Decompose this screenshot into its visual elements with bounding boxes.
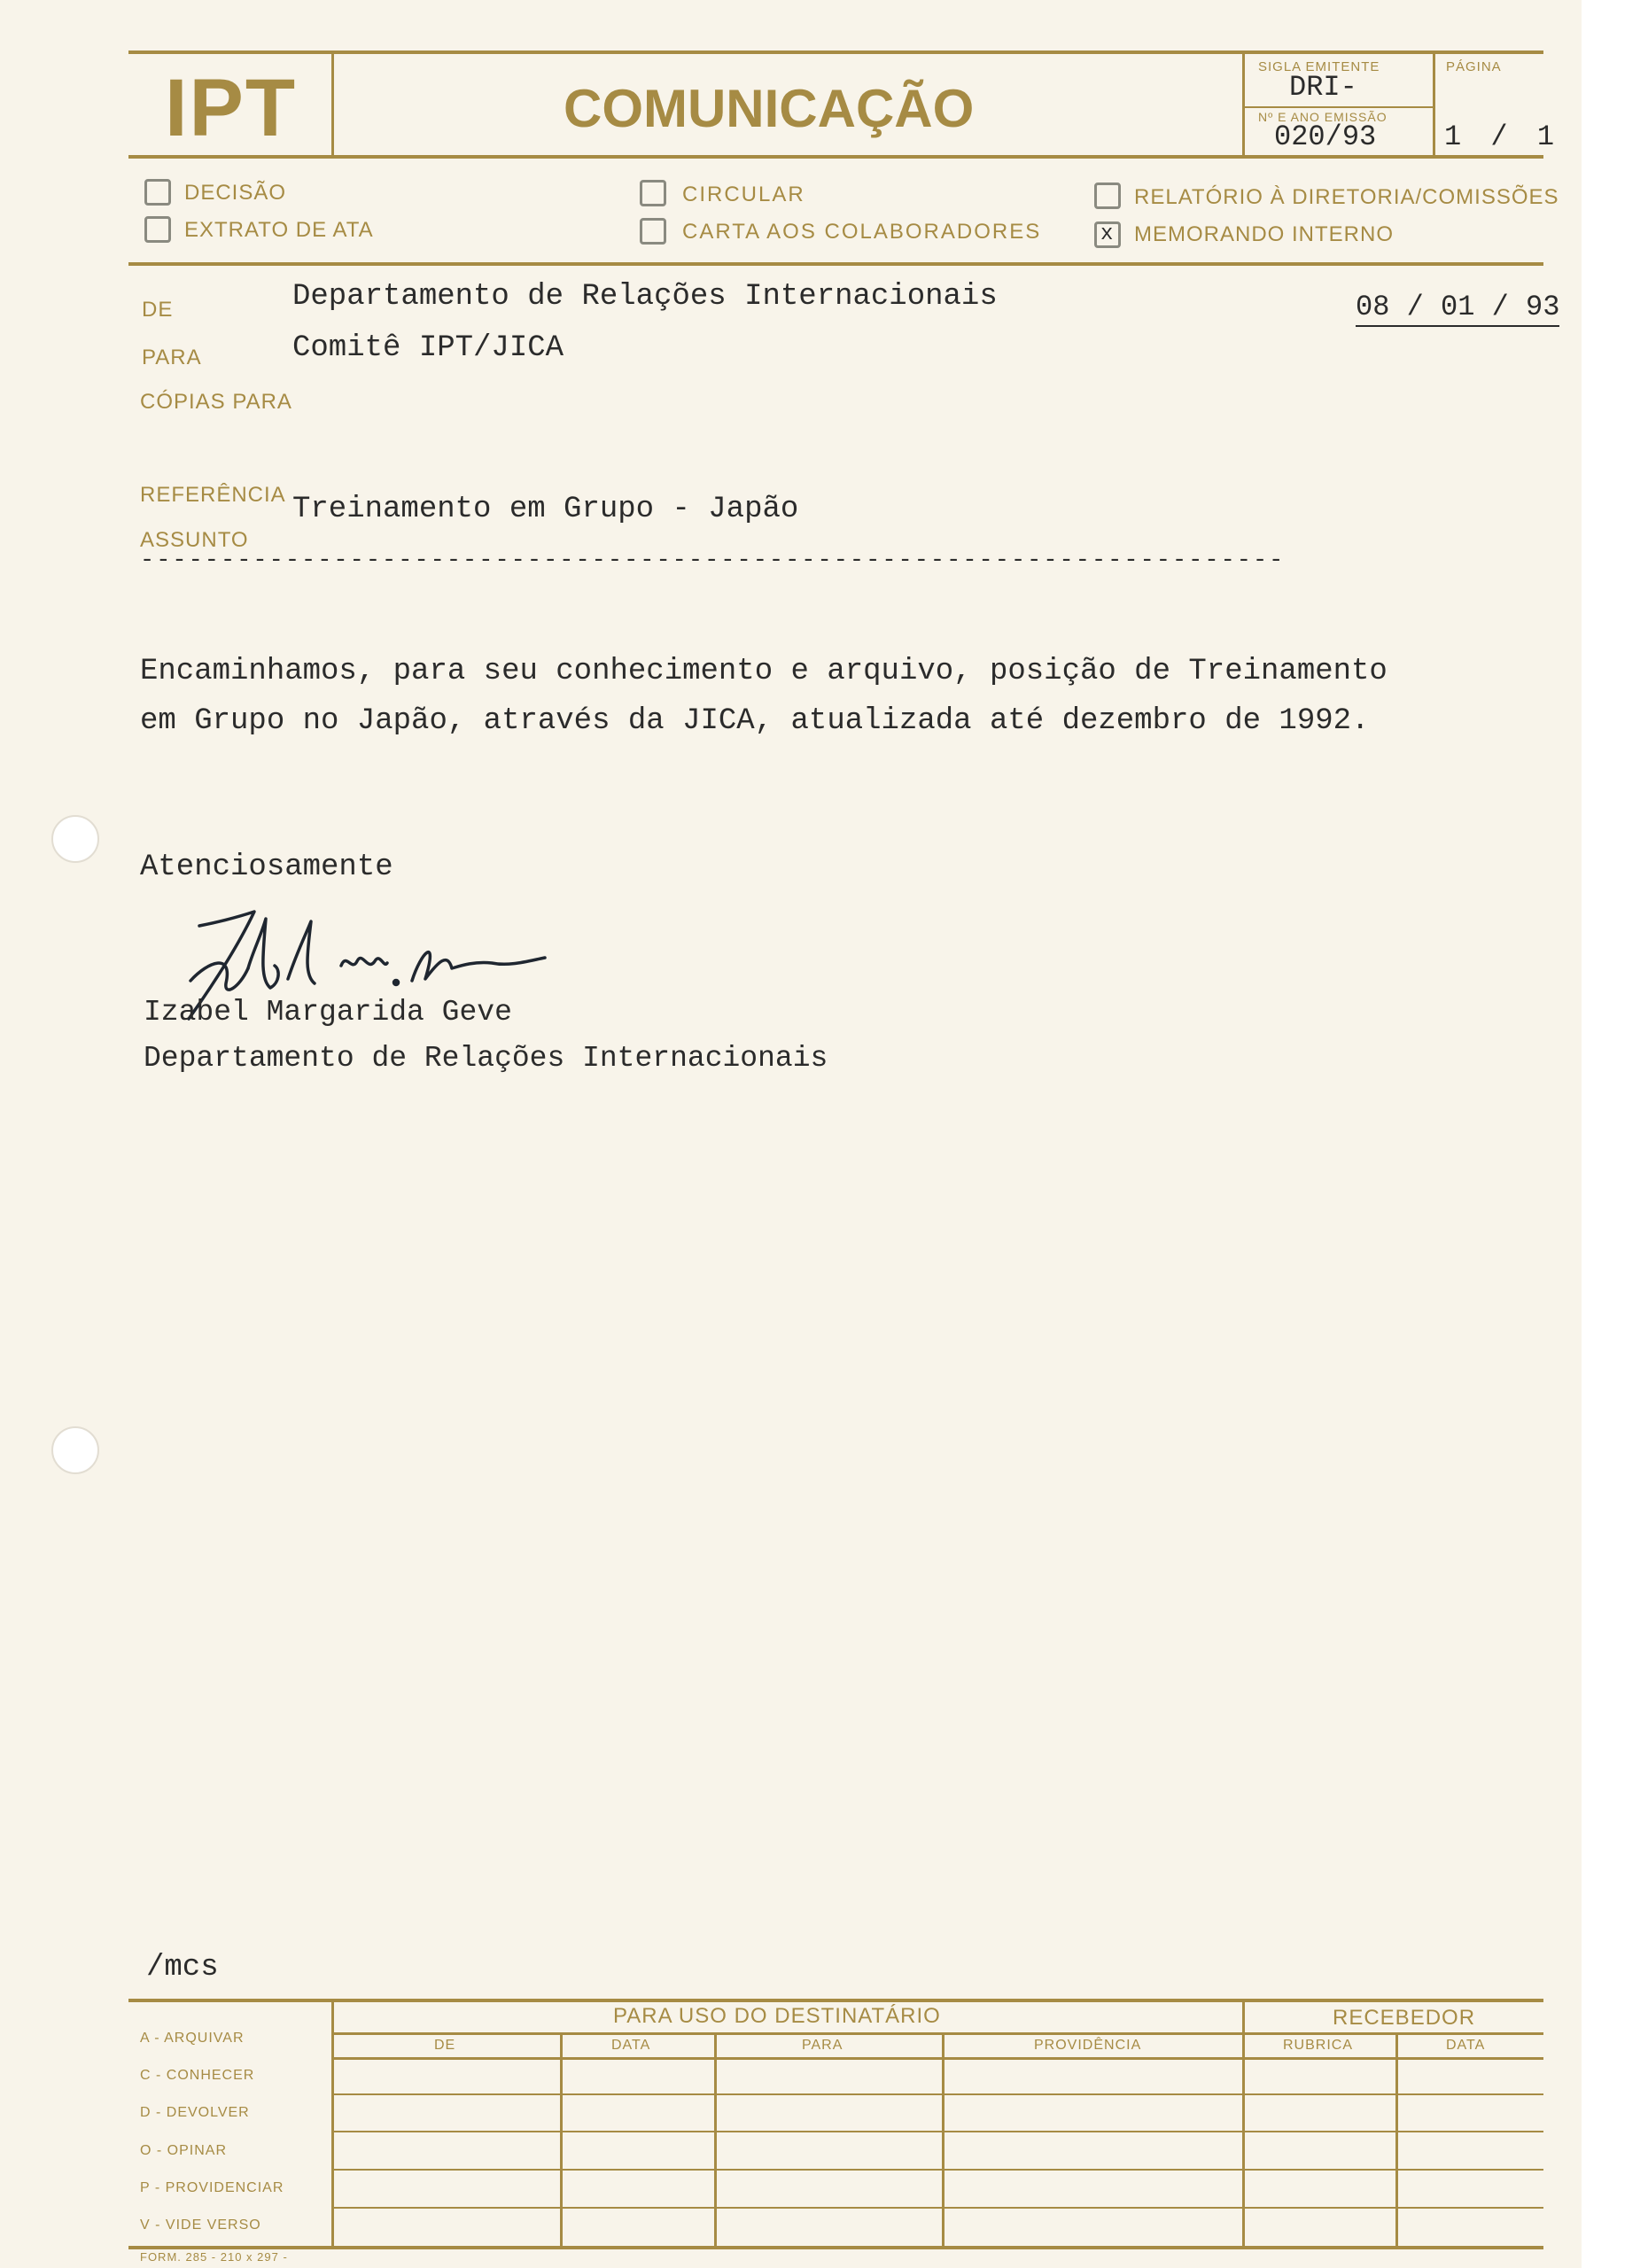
footer-col-divider-1 — [560, 2032, 563, 2248]
form-code: FORM. 285 - 210 x 297 - — [140, 2250, 288, 2264]
sigla-value: DRI- — [1289, 71, 1357, 104]
footer-col-de: DE — [434, 2038, 456, 2053]
checkbox-circular-label: CIRCULAR — [682, 183, 805, 206]
typist-initials: /mcs — [146, 1951, 219, 1984]
footer-col-para: PARA — [802, 2038, 843, 2053]
scan-margin — [1582, 0, 1648, 2268]
para-label: PARA — [142, 346, 202, 369]
copias-label: CÓPIAS PARA — [140, 390, 292, 414]
signer-name: Izabel Margarida Geve — [144, 996, 512, 1029]
legend-devolver: D - DEVOLVER — [140, 2105, 250, 2120]
footer-col-rubrica: RUBRICA — [1283, 2038, 1354, 2053]
footer-header-rule — [331, 2057, 1543, 2060]
footer-col-divider-4 — [1395, 2032, 1398, 2248]
assunto-label: ASSUNTO — [140, 528, 249, 552]
checkbox-memorando-interno-label: MEMORANDO INTERNO — [1134, 222, 1394, 246]
ipt-logo: IPT — [165, 63, 298, 153]
para-value: Comitê IPT/JICA — [292, 331, 564, 365]
footer-row-rule-1 — [331, 2093, 1543, 2095]
checkbox-relatorio-diretoria[interactable] — [1094, 183, 1121, 209]
punch-hole-bottom — [51, 1426, 99, 1474]
footer-group-rule — [331, 2032, 1543, 2035]
footer-group-title-recebedor: RECEBEDOR — [1333, 2006, 1476, 2030]
checkbox-extrato-de-ata[interactable] — [144, 216, 171, 243]
footer-col-divider-2 — [714, 2032, 717, 2248]
legend-providenciar: P - PROVIDENCIAR — [140, 2180, 284, 2195]
footer-group-divider — [1242, 1999, 1245, 2249]
numero-value: 020/93 — [1274, 120, 1377, 153]
legend-conhecer: C - CONHECER — [140, 2068, 255, 2083]
de-label: DE — [142, 298, 174, 322]
checkbox-x-mark: x — [1100, 222, 1114, 246]
closing: Atenciosamente — [140, 850, 393, 884]
punch-hole-top — [51, 815, 99, 863]
checkbox-memorando-interno[interactable] — [1094, 221, 1121, 248]
referencia-label: REFERÊNCIA — [140, 483, 286, 507]
checkbox-circular[interactable] — [640, 180, 666, 206]
legend-arquivar: A - ARQUIVAR — [140, 2031, 245, 2046]
legend-opinar: O - OPINAR — [140, 2143, 228, 2158]
footer-group-title-destinatario: PARA USO DO DESTINATÁRIO — [613, 2004, 941, 2028]
footer-legend-divider — [331, 1999, 334, 2249]
de-value: Departamento de Relações Internacionais — [292, 280, 998, 314]
footer-col-data-recebedor: DATA — [1446, 2038, 1486, 2053]
header-sigla-rule — [1242, 106, 1433, 108]
legend-vide-verso: V - VIDE VERSO — [140, 2218, 261, 2233]
checkbox-section-rule — [128, 262, 1543, 266]
assunto-value: Treinamento em Grupo - Japão — [292, 493, 799, 526]
checkbox-extrato-de-ata-label: EXTRATO DE ATA — [184, 218, 374, 242]
separator-dashes: ----------------------------------------------------------------------- — [140, 548, 1286, 574]
footer-col-divider-3 — [942, 2032, 944, 2248]
numero-label: Nº E ANO EMISSÃO — [1258, 110, 1388, 124]
footer-top-rule — [128, 1999, 1543, 2002]
footer-row-rule-4 — [331, 2207, 1543, 2209]
footer-col-providencia: PROVIDÊNCIA — [1034, 2038, 1142, 2053]
footer-col-data: DATA — [611, 2038, 651, 2053]
header-top-rule — [128, 50, 1543, 54]
header-bottom-rule — [128, 155, 1543, 159]
sigla-label: SIGLA EMITENTE — [1258, 59, 1380, 74]
date-value: 08 / 01 / 93 — [1356, 291, 1559, 327]
checkbox-relatorio-diretoria-label: RELATÓRIO À DIRETORIA/COMISSÕES — [1134, 185, 1559, 209]
body-line-1: Encaminhamos, para seu conhecimento e arquivo, posição de Treinamento — [140, 655, 1388, 688]
footer-bottom-rule — [128, 2246, 1543, 2249]
footer-row-rule-3 — [331, 2169, 1543, 2171]
header-divider-pagina — [1433, 50, 1435, 157]
footer-row-rule-2 — [331, 2131, 1543, 2132]
pagina-label: PÁGINA — [1446, 59, 1502, 74]
signer-department: Departamento de Relações Internacionais — [144, 1042, 828, 1075]
checkbox-decisao[interactable] — [144, 179, 171, 206]
body-line-2: em Grupo no Japão, através da JICA, atualizada até dezembro de 1992. — [140, 704, 1370, 738]
pagina-value: 1 / 1 — [1444, 120, 1555, 153]
header-divider-sigla — [1242, 50, 1245, 157]
checkbox-carta-aos-colaboradores[interactable] — [640, 218, 666, 245]
header-divider-logo — [331, 50, 334, 157]
checkbox-carta-aos-colaboradores-label: CARTA AOS COLABORADORES — [682, 220, 1042, 244]
page-title: COMUNICAÇÃO — [564, 79, 975, 138]
checkbox-decisao-label: DECISÃO — [184, 181, 287, 205]
